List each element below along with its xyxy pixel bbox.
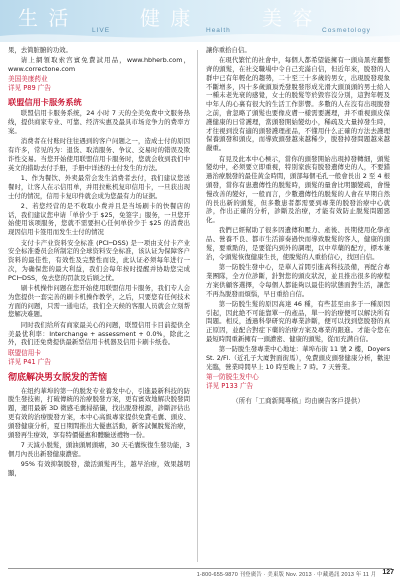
article-text: 第一防脱生髮的原因高達 46 種，有些甚至由多于一種原因引起，因此絶不可能靠單一的產品，單一的治療便可以解決所有問題。相反，透過科學研究的專業診斷，便可以找到您脱發的真正原因，並配合對症下藥的治療方案及專業的跟進。才能令您在最短時間重新擁有一頭濃密、健康的頭髮，從而充满自信。 bbox=[206, 299, 390, 343]
advertiser-name: 美国美康药业 bbox=[8, 75, 48, 84]
advertiser-name: 联盟信用卡 bbox=[8, 348, 41, 357]
article-text: 95% 有效抑制脱發，激活頭髮再生，越早治療，效果越明顯， bbox=[8, 459, 190, 477]
article-text: 在現代繁忙的社會中，每個人都希望能擁有一頭烏黑亮麗整齊的頭髮，在社交職場中令自己充滿自信，但近年來，脱發的人群中已有年輕化的趨勢，二十至三十多歲的男女，出現脱發現象不斷增多，四十多歲頭頂禿發脫發形成光滑大頭頂頭的男士給人一種未老先衰的感覺，女士的脱髮等於毀容沒分別，這對年輕及中年人的心裏有很大的生活工作影響。多數的人在沒有出現脱發之前，會忽略了頭髮也要像皮膚一樣需要護理，并不重視頭皮保護健康的日常護理，當頭發開始變幼小，稀疏及大量掉發生時，才往視到没有適的頭發護理產品，不懂用什么正確的方法去護理保養頭發和頭皮，而導致頭發越來越稀少，脱發掉發問題越來越嚴重。 bbox=[206, 56, 390, 153]
ad-reference: 详见 P41 广告 bbox=[8, 357, 51, 366]
article-text: 请上網領取索宫賓免費試用品，www.hbherb.com，www.correctone.com bbox=[8, 56, 190, 74]
ad-reference: 详见 P89 广告 bbox=[8, 84, 51, 93]
article-text: 1、作为餐饮、外卖最常会发生消费者去付，我们建议您送餐时，让客人在示信用单，并用拉帐机复印信用卡，一旦获出现士付的情况，信用卡复印件就会成为您最有力的证据。 bbox=[8, 173, 190, 200]
article-text: 第一防脱生發專業中心地址：華埠布街 11 號 2 樓，Doyers St. 2/Fl.（近孔子大廈對面街馬），免費頭皮頭發健康分析，歡迎光臨，營業時間早上 10 時至晚上 7 時。7 天營業。 bbox=[206, 345, 390, 371]
header-en-live: LIVE bbox=[92, 27, 111, 34]
article-text: 果，去简脏腑的功效。 bbox=[8, 46, 72, 54]
advertorial-footnote: （所有「工商新聞專稿」均由廣告客戶提供） bbox=[232, 397, 364, 406]
column-divider bbox=[197, 50, 198, 562]
article-text: 2、若您经营的是不收取小费并且是当场刷卡的快餐店的话，我们建议您申请「单价少于 $25，免签字」服务，一旦您开始使用该项服务，您就不需要担心任何单价少于 $25 的消费出现因信用卡签用而发生士付的情况 bbox=[8, 201, 190, 237]
article-text: 有見及此本中心極示，當你的頭發開始出現掉發轉細，頭髮變幼中，必须要立即重視，特別家族有脱發遺傳史的人，不要錯過治療脱發的最佳黃金時間，頭部每個毛孔一般會長出 2 至 4 根頭發，當你有患遺傳性的脱髮時，頭髮的量會比明顯變疏，會慢慢改善的變好，一般而言，少數遺傳性的脱髮的人會在早期自然的長出新的頭髮，但多數患者都需要到專業的脱發治療中心就診，作出正確的分析，診斷及治療，才能有效防止脱髮問題惡化。 bbox=[206, 154, 390, 225]
footer-text: 1-800-655-9870 刊登廣告 · 美東版 Nov. 2013 · 中藏遇訊 2013 年 11 月 bbox=[196, 572, 377, 578]
page-footer bbox=[0, 568, 400, 579]
article-text: 7 天減小脱髮，頭油頭屑頭癢，30 天毛囊恢復生發功能，3 個月內長出新發健康濃密。 bbox=[8, 440, 190, 458]
article-text: 讓你重拾自信。 bbox=[206, 46, 251, 54]
header-en-cosmetology: Cosmetology bbox=[322, 27, 371, 34]
article-text: 同时我们给所有商家最关心的问题，联盟信用卡目前提供全美最优利率：Interchange + assessment + 0.0%，除此之外，我们还免费提供最新型信用卡机器及信用卡刷卡纸卷。 bbox=[8, 320, 190, 347]
article-text: 第一防脱生發中心，是華人首間引進高科技設備，再配合專業團隊，全方位診斷，針對您的頭皮狀況，並且推出很多的療程方案供顧客選擇，令每個人都能夠以最佳的狀態面對生活，讓您不再為脱發而煩惱，早日重拾自信。 bbox=[206, 263, 390, 298]
article-text: 在纽约華埠的第一的脱发专业養发中心，引進最新科技的防脱生發技術，打破傳統的治療脱發方案，更有賓效地解决脱發問題，運用最新 3D 微感毛囊掃描儀，找出脱發根源，診斷評估出更有效的治療脱發方案，本中心高級專家提供免費毛囊、頭皮、頭發健康分析，夏日期間推出大優惠活動，新客試佩脫髮治療，頭發再生療效，享有特價優惠和體驗送禮物一份。 bbox=[8, 386, 190, 439]
article-text: 刷卡机操作问题在您开始使用联盟信用卡服务，我们专人会为您提供一套完善的刷卡机操作教学，之后，只要您有任何技术方面的问题，只需一通电话，我们全天候的客服人员就会立刻帮您解决难题。 bbox=[8, 284, 190, 319]
left-column bbox=[8, 46, 190, 479]
article-text: 消费者在付账时往往遇到的客户问题之一，造成士付的原因有许多，常见的为：退货、取消服务、争议、交易时的错误及欺诈性交易。当您开始使用联盟信用卡服务时，您就会收到我们中英文的措助去付手册，手册中详述的士付发生的方法。 bbox=[8, 137, 190, 172]
header-en-health: Health bbox=[206, 27, 231, 34]
header-title-life: 生 活 bbox=[18, 6, 71, 30]
advertiser-name: 第一防脱生发中心 bbox=[206, 373, 259, 382]
section-header-banner bbox=[0, 0, 400, 42]
footer-rule bbox=[8, 568, 392, 569]
article-text: 我們已經幫助了很多因遺傳和壓力、產後、長期使用化學產品、營養不良、都市生活節奏過快而導致脫髮的客人，健康的頭髮，要重點的，是要從内到外的調理，以中草藥的配方，標本兼治，令頭髮恢復健康生長，使脫髮的人重拾信心，找回自信。 bbox=[206, 226, 390, 261]
article-text: 联盟信用卡服务系统，24 小时 7 天的全美免费中文服务热线，提供商家专业、可靠、经济实惠及最具市场竞争力的费率方案。 bbox=[8, 109, 190, 135]
article-title: 联盟信用卡服务系统 bbox=[8, 97, 82, 108]
header-title-beauty: 美 容 bbox=[262, 6, 315, 30]
article-text: 支付卡产业资料安全标准 (PCI─DSS) 是一项由支付卡产业安全标准委员会所制定的全球资料安全标准，该认证为保障客户资料的最佳性，有效性及完整性而设，此认证必须每年进行一次，为确保您的最大利益，我们会每年按时提醒并协助您完成 PCI─DSS，免去您的罚款及后顾之忧。 bbox=[8, 238, 190, 282]
page-number: 127 bbox=[382, 569, 394, 576]
right-column bbox=[206, 46, 390, 406]
ad-reference: 详见 P133 广告 bbox=[206, 382, 254, 391]
article-title: 彻底解决男女脱发的苦恼 bbox=[8, 372, 108, 383]
header-title-health: 健 康 bbox=[140, 6, 193, 30]
